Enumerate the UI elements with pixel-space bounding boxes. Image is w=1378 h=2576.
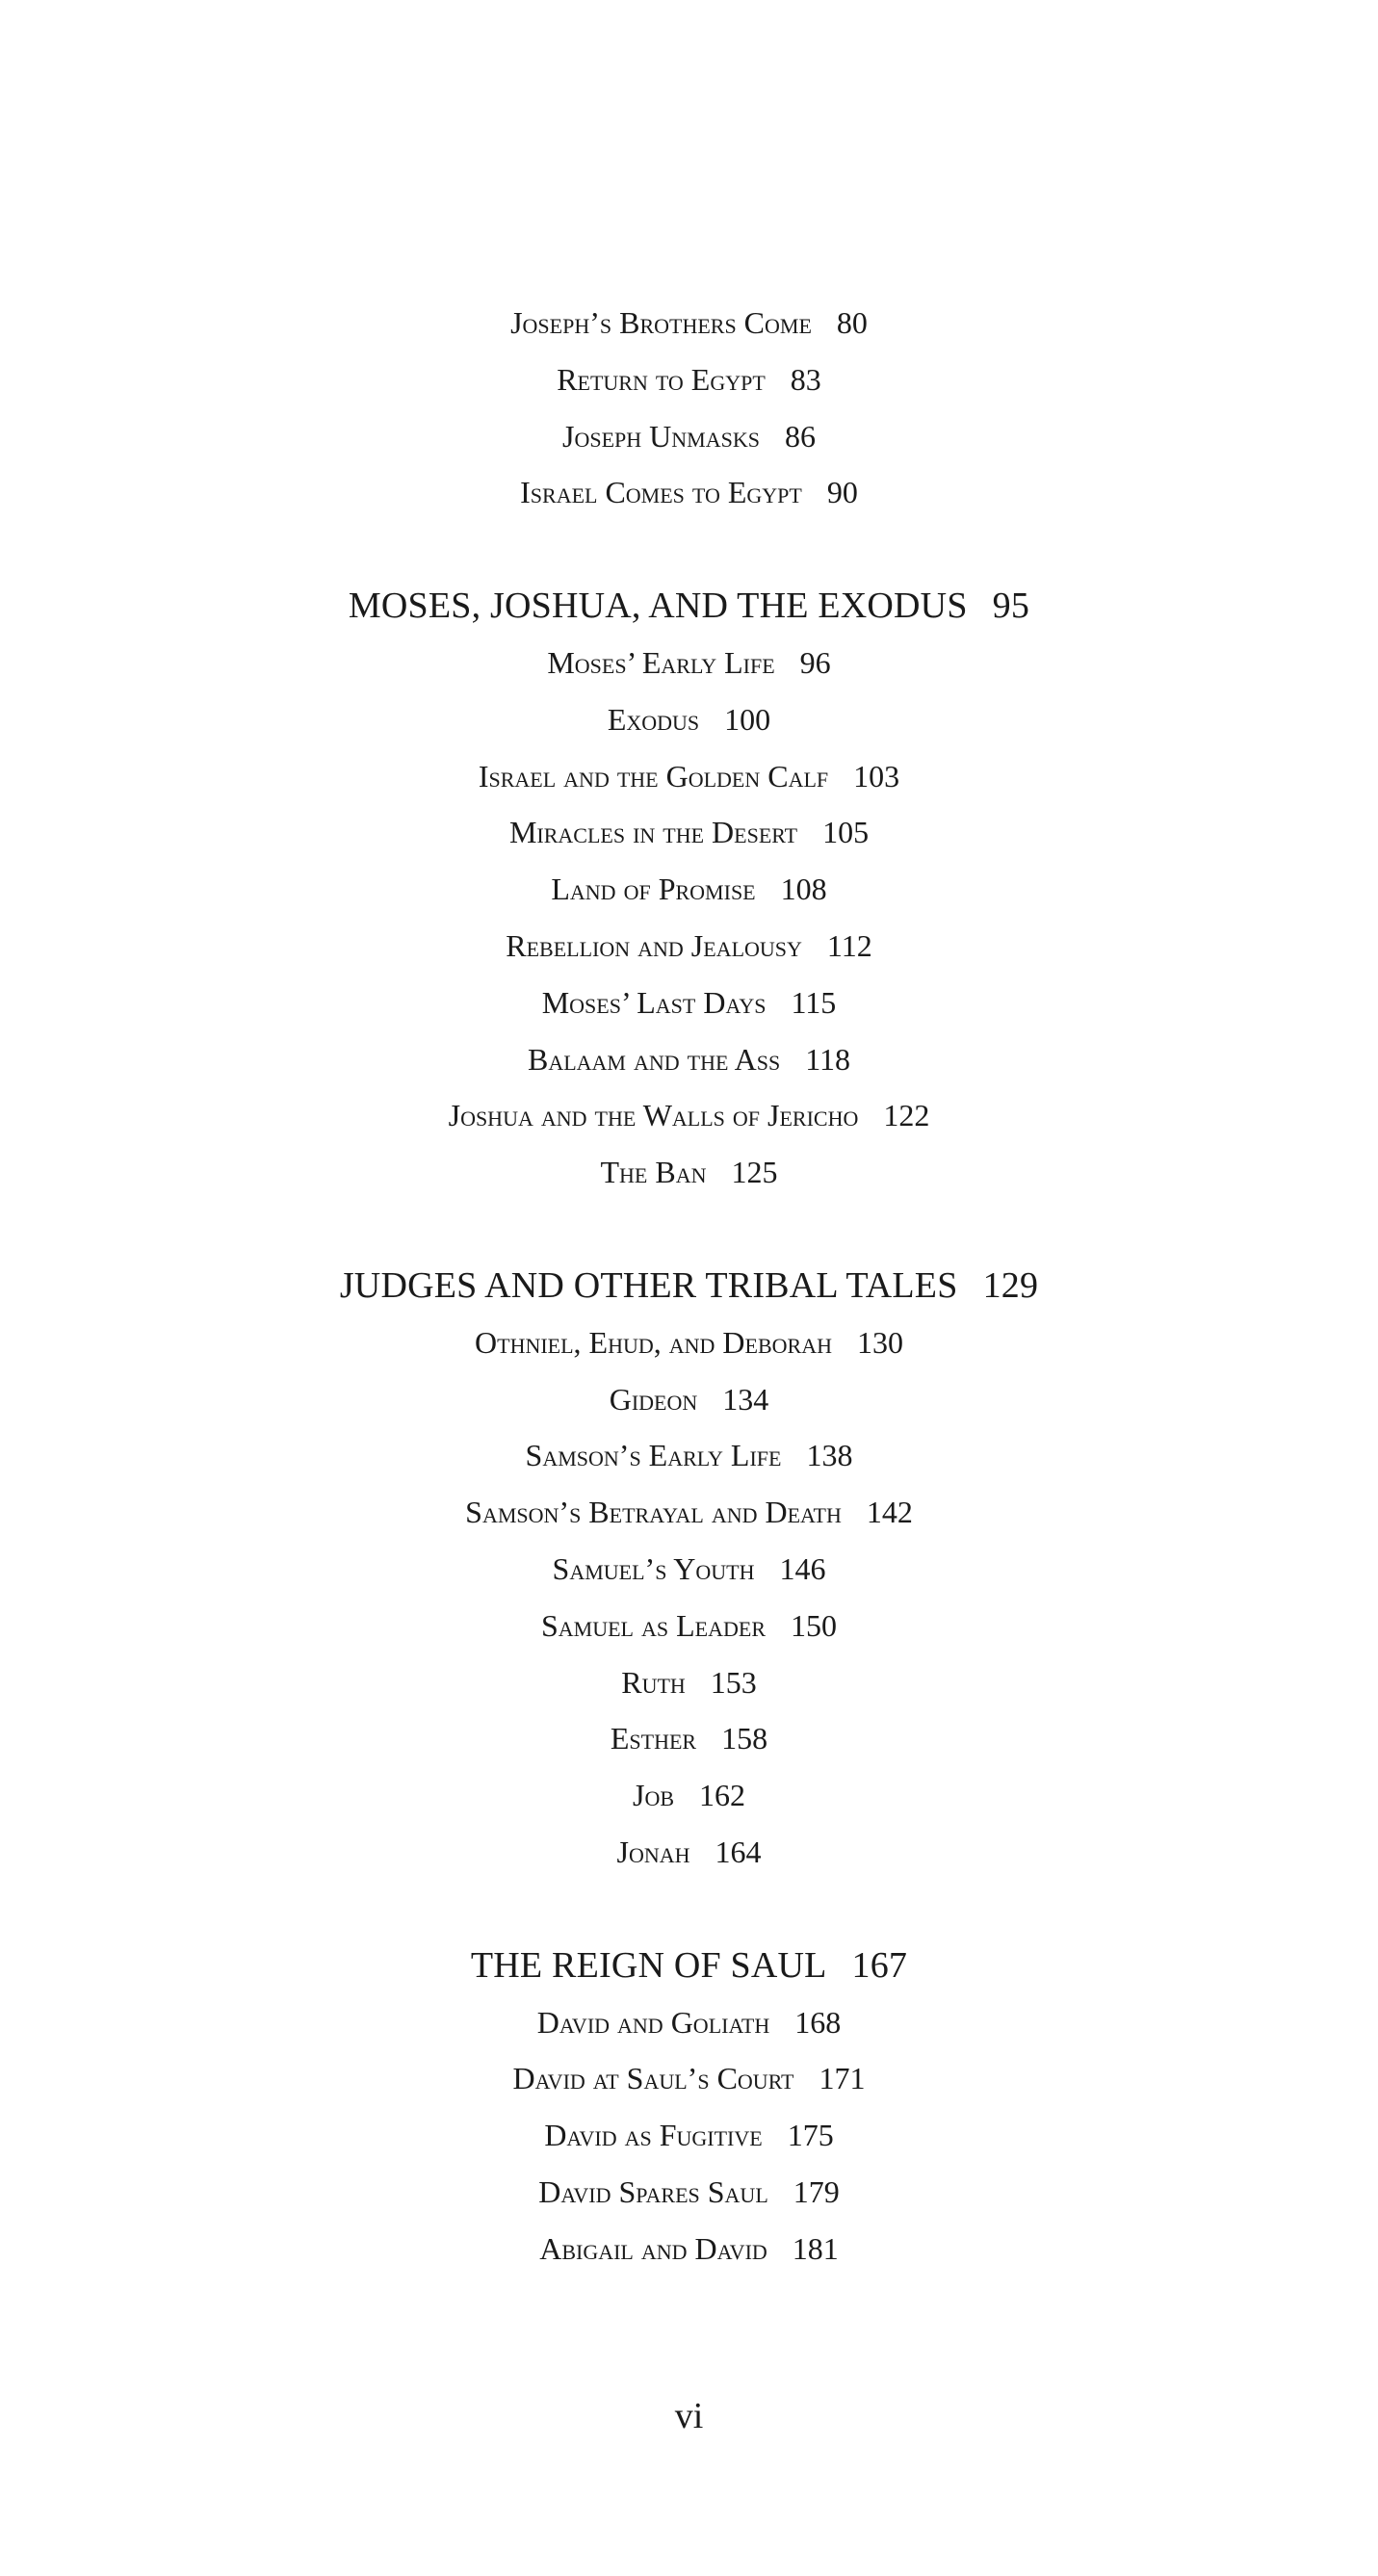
part-heading-title: JUDGES AND OTHER TRIBAL TALES [339, 1264, 958, 1306]
toc-entry-title: Moses’ Early Life [547, 644, 775, 680]
toc-entry [0, 2221, 1378, 2277]
toc-entry [0, 691, 1378, 748]
toc-entry-title: Miracles in the Desert [508, 815, 798, 850]
toc-entry-title: Samuel as Leader [540, 1607, 766, 1643]
toc-entry-page: 162 [699, 1778, 745, 1813]
toc-entry-title: Israel and the Golden Calf [478, 758, 829, 794]
section-spacer [0, 521, 1378, 578]
toc-entry-page: 112 [826, 927, 872, 963]
section-spacer [0, 1881, 1378, 1938]
part-heading-page: 129 [982, 1264, 1039, 1306]
toc-entry-title: Joshua and the Walls of Jericho [448, 1098, 859, 1133]
toc-entry-page: 83 [790, 361, 821, 397]
toc-entry [0, 748, 1378, 805]
toc-entry [0, 1541, 1378, 1598]
toc-entry-title: Job [632, 1778, 674, 1813]
toc-entry-page: 130 [856, 1324, 903, 1360]
toc-entry-title: David as Fugitive [544, 2118, 763, 2153]
toc-entry-page: 103 [853, 758, 900, 794]
toc-entry [0, 295, 1378, 351]
toc-entry-page: 115 [791, 984, 837, 1020]
toc-entry-page: 150 [791, 1607, 837, 1643]
toc-entry [0, 1654, 1378, 1711]
toc-entry-page: 122 [883, 1098, 930, 1133]
toc-entry-title: David and Goliath [536, 2004, 770, 2040]
toc-entry-page: 153 [710, 1664, 757, 1700]
toc-part-judges-tribal-tales [0, 1258, 1378, 1881]
toc-entry-title: Jonah [616, 1834, 690, 1869]
toc-entry-page: 125 [731, 1155, 778, 1190]
toc-entry [0, 2107, 1378, 2164]
toc-entry-title: Return to Egypt [557, 361, 766, 397]
toc-entry [0, 804, 1378, 861]
toc-entry-page: 134 [722, 1381, 769, 1417]
toc-entry-title: Balaam and the Ass [527, 1041, 781, 1077]
part-heading [0, 578, 1378, 635]
toc-entry-title: Israel Comes to Egypt [520, 475, 802, 510]
toc-entry-title: Ruth [621, 1664, 686, 1700]
toc-entry-page: 171 [819, 2061, 866, 2096]
toc-entry-title: Samson’s Early Life [525, 1438, 782, 1473]
toc-entry-page: 175 [787, 2118, 834, 2153]
part-heading-title: MOSES, JOSHUA, AND THE EXODUS [348, 585, 968, 626]
toc-entry-page: 164 [715, 1834, 762, 1869]
toc-entry-page: 80 [836, 305, 868, 340]
toc-entry-page: 146 [779, 1550, 826, 1586]
part-heading-page: 95 [992, 585, 1030, 626]
toc-entry [0, 1767, 1378, 1824]
toc-entry [0, 1144, 1378, 1201]
toc-entry [0, 2164, 1378, 2221]
toc-entry-title: Esther [610, 1721, 697, 1756]
toc-entry [0, 1710, 1378, 1767]
toc-entry [0, 1994, 1378, 2051]
toc-entry [0, 1371, 1378, 1428]
toc-entry-title: Land of Promise [551, 872, 756, 907]
toc-entry [0, 1087, 1378, 1144]
toc-entry-title: Gideon [609, 1381, 698, 1417]
toc-entry [0, 975, 1378, 1031]
toc-entry [0, 1598, 1378, 1654]
toc-entry-title: Rebellion and Jealousy [506, 927, 802, 963]
toc-entry-title: Samson’s Betrayal and Death [465, 1495, 842, 1530]
toc-entry-page: 100 [724, 701, 771, 737]
toc-entry [0, 1314, 1378, 1371]
toc-entry-page: 168 [794, 2004, 842, 2040]
toc-entry-page: 86 [784, 418, 816, 454]
page-number: vi [674, 2396, 704, 2436]
toc-entry-page: 105 [822, 815, 870, 850]
table-of-contents [0, 295, 1378, 2277]
toc-entry [0, 408, 1378, 465]
toc-entry-page: 90 [826, 475, 858, 510]
toc-entry-title: The Ban [600, 1155, 707, 1190]
toc-entry-title: David Spares Saul [538, 2173, 768, 2209]
part-heading-title: THE REIGN OF SAUL [470, 1944, 827, 1986]
toc-group-joseph-continued [0, 295, 1378, 521]
toc-entry [0, 861, 1378, 918]
toc-entry [0, 464, 1378, 521]
toc-part-reign-of-saul [0, 1938, 1378, 2277]
toc-entry-title: Moses’ Last Days [541, 984, 767, 1020]
part-heading [0, 1258, 1378, 1314]
toc-entry-title: Joseph’s Brothers Come [510, 305, 812, 340]
toc-entry-page: 158 [721, 1721, 768, 1756]
toc-entry-title: Samuel’s Youth [552, 1550, 755, 1586]
toc-entry [0, 351, 1378, 408]
toc-entry-title: Exodus [607, 701, 700, 737]
toc-entry-title: David at Saul’s Court [512, 2061, 794, 2096]
toc-entry [0, 918, 1378, 975]
toc-entry-page: 118 [805, 1041, 851, 1077]
toc-entry-title: Othniel, Ehud, and Deborah [475, 1324, 832, 1360]
toc-entry-page: 138 [806, 1438, 853, 1473]
toc-entry-title: Abigail and David [539, 2230, 767, 2266]
toc-entry [0, 635, 1378, 691]
part-heading-page: 167 [851, 1944, 908, 1986]
toc-entry-page: 179 [793, 2173, 840, 2209]
toc-entry-title: Joseph Unmasks [562, 418, 760, 454]
part-heading [0, 1938, 1378, 1994]
toc-entry-page: 108 [780, 872, 827, 907]
section-spacer [0, 1201, 1378, 1258]
toc-part-moses-joshua-exodus [0, 578, 1378, 1201]
toc-entry-page: 142 [866, 1495, 913, 1530]
toc-entry [0, 1484, 1378, 1541]
toc-entry [0, 1031, 1378, 1088]
toc-entry [0, 1824, 1378, 1881]
toc-entry-page: 181 [792, 2230, 839, 2266]
toc-entry-page: 96 [799, 644, 831, 680]
toc-entry [0, 2050, 1378, 2107]
toc-entry [0, 1427, 1378, 1484]
